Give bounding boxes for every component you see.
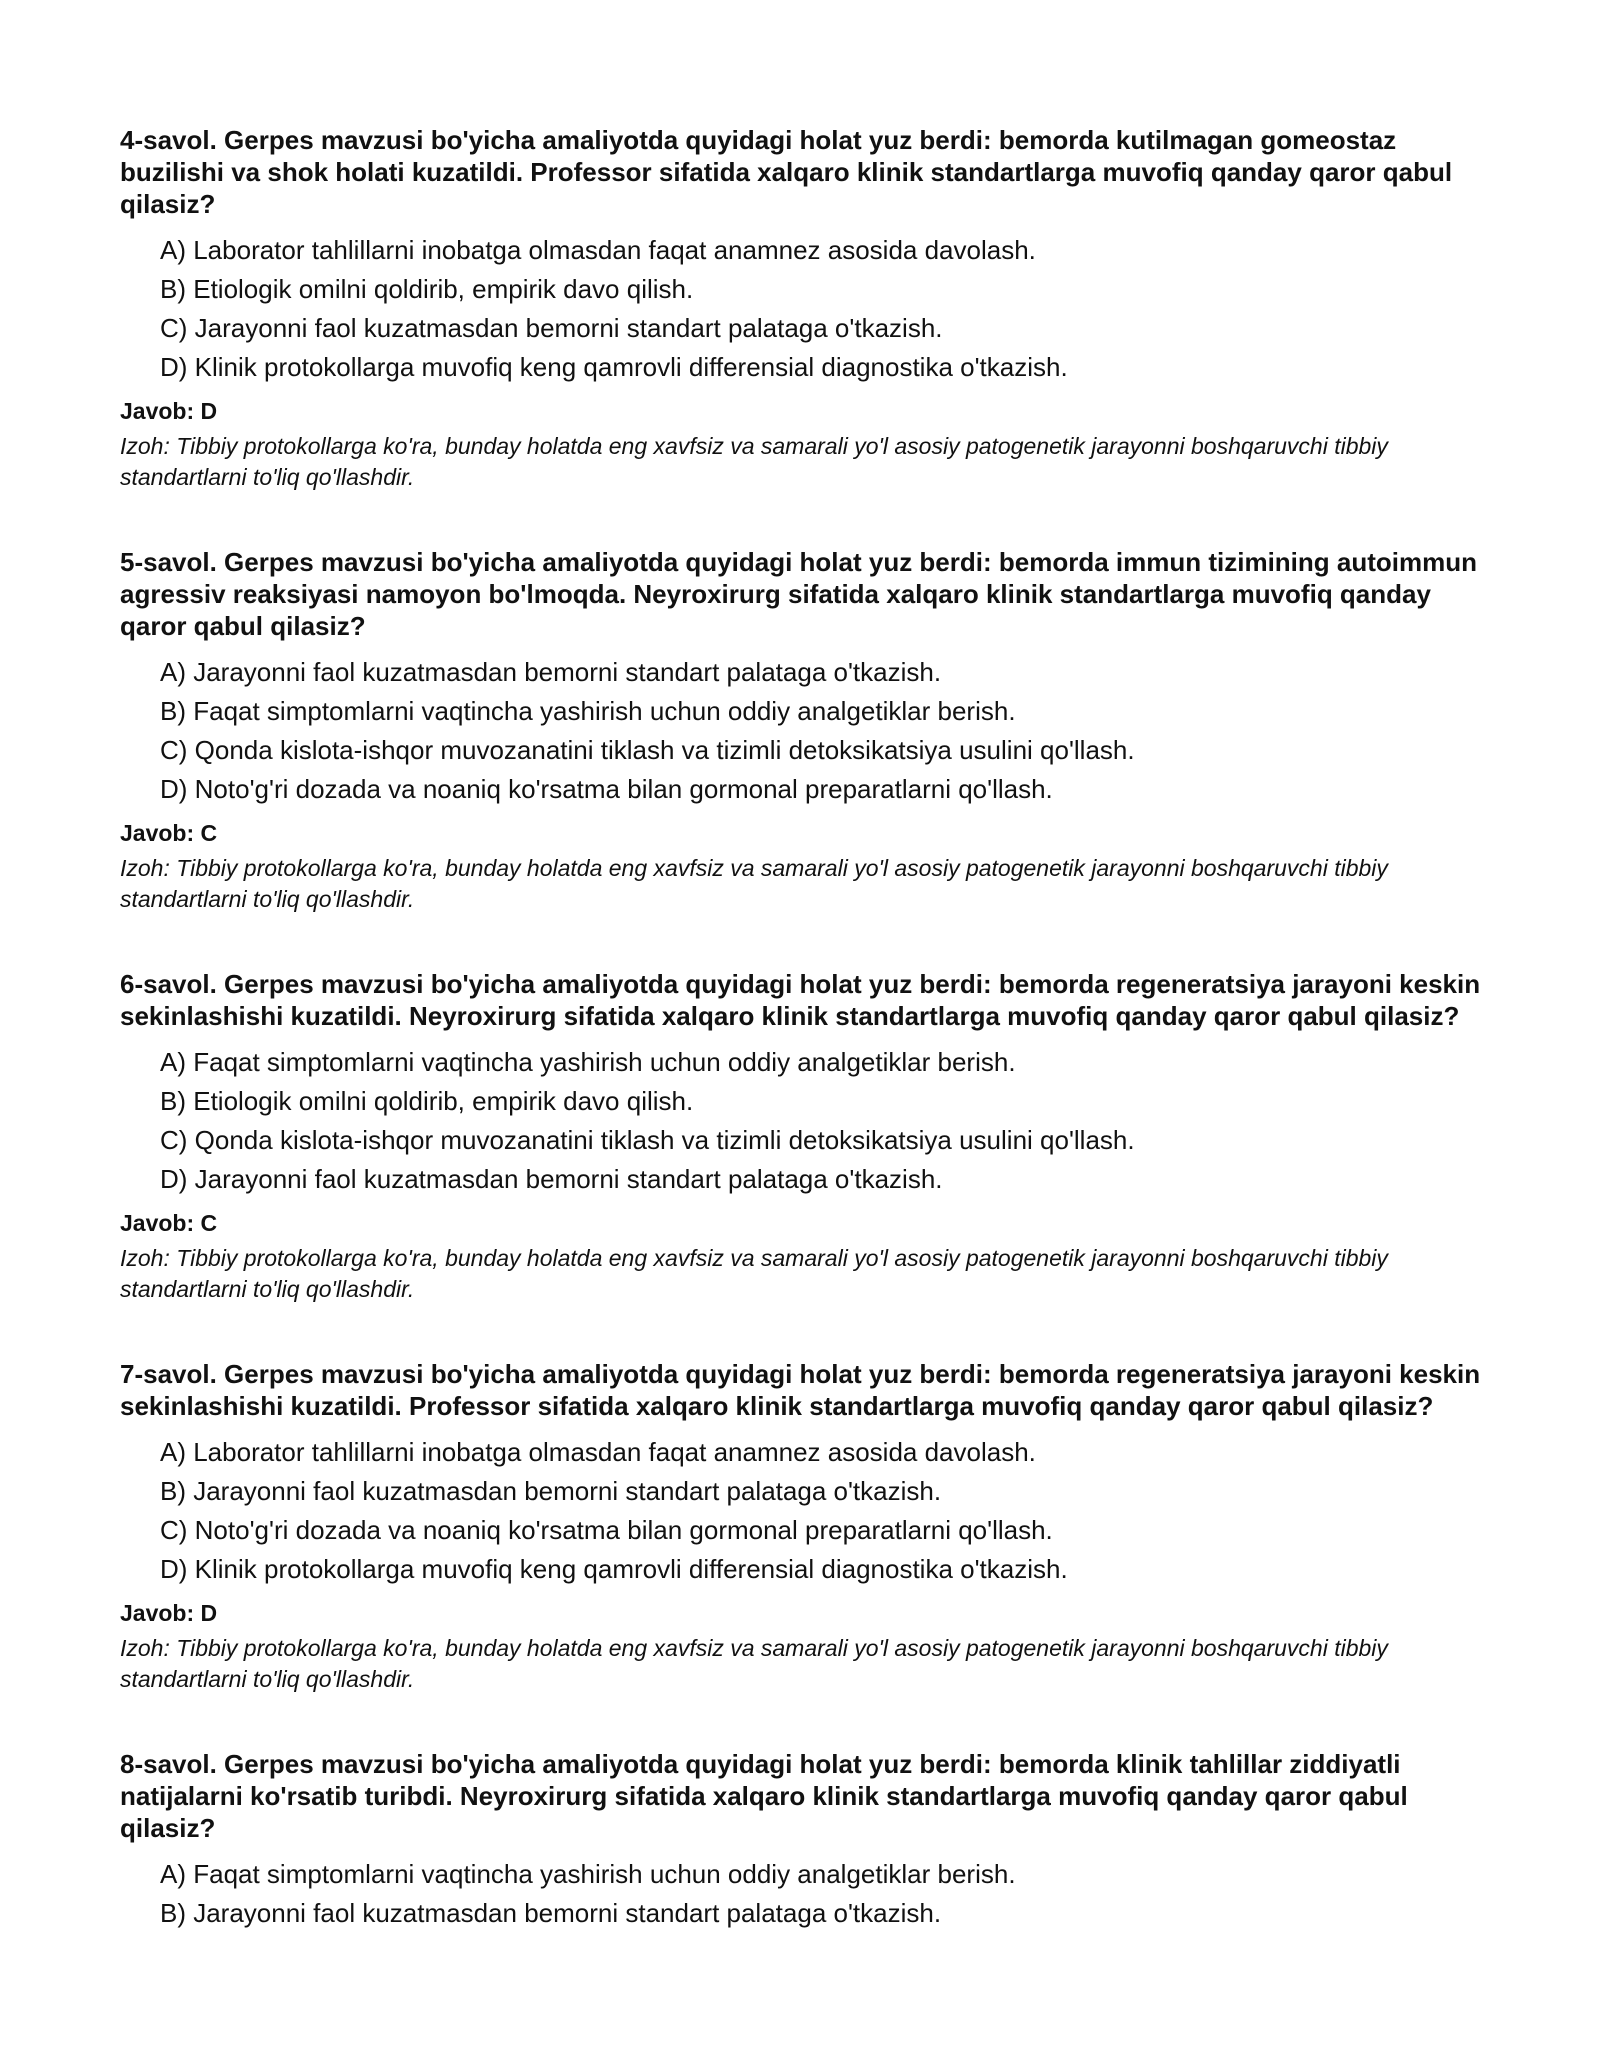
options-list: [120, 653, 1490, 809]
option-a: A) Jarayonni faol kuzatmasdan bemorni standart palataga o'tkazish.: [160, 657, 942, 687]
option-c: C) Qonda kislota-ishqor muvozanatini tiklash va tizimli detoksikatsiya usulini qo'llash.: [160, 1125, 1135, 1155]
explanation-note: Izoh: Tibbiy protokollarga ko'ra, bunday holatda eng xavfsiz va samarali yo'l asosiy patogenetik jarayonni boshqaruvchi tibbiy standartlarni to'liq qo'llashdir.: [120, 1635, 1388, 1692]
option-a: A) Laborator tahlillarni inobatga olmasdan faqat anamnez asosida davolash.: [160, 1437, 1036, 1467]
option-c: C) Noto'g'ri dozada va noaniq ko'rsatma bilan gormonal preparatlarni qo'llash.: [160, 1515, 1053, 1545]
option-c: C) Qonda kislota-ishqor muvozanatini tiklash va tizimli detoksikatsiya usulini qo'llash.: [160, 735, 1135, 765]
option-b: B) Etiologik omilni qoldirib, empirik davo qilish.: [160, 1086, 694, 1116]
answer-line: Javob: D: [120, 398, 218, 424]
option-b: B) Faqat simptomlarni vaqtincha yashirish uchun oddiy analgetiklar berish.: [160, 696, 1016, 726]
option-b: B) Jarayonni faol kuzatmasdan bemorni standart palataga o'tkazish.: [160, 1898, 942, 1928]
explanation-note: Izoh: Tibbiy protokollarga ko'ra, bunday holatda eng xavfsiz va samarali yo'l asosiy patogenetik jarayonni boshqaruvchi tibbiy standartlarni to'liq qo'llashdir.: [120, 855, 1388, 912]
option-d: D) Jarayonni faol kuzatmasdan bemorni standart palataga o'tkazish.: [160, 1164, 943, 1194]
option-a: A) Laborator tahlillarni inobatga olmasdan faqat anamnez asosida davolash.: [160, 235, 1036, 265]
option-d: D) Klinik protokollarga muvofiq keng qamrovli differensial diagnostika o'tkazish.: [160, 352, 1068, 382]
explanation-note: Izoh: Tibbiy protokollarga ko'ra, bunday holatda eng xavfsiz va samarali yo'l asosiy patogenetik jarayonni boshqaruvchi tibbiy standartlarni to'liq qo'llashdir.: [120, 1245, 1388, 1302]
options-list: [120, 231, 1490, 387]
option-c: C) Jarayonni faol kuzatmasdan bemorni standart palataga o'tkazish.: [160, 313, 943, 343]
answer-line: Javob: C: [120, 820, 218, 846]
options-list: [120, 1433, 1490, 1589]
question-title: 8-savol. Gerpes mavzusi bo'yicha amaliyotda quyidagi holat yuz berdi: bemorda klinik tahlillar ziddiyatli natijalarni ko'rsatib turibdi. Neyroxirurg sifatida xalqaro klinik standartlarga muvofiq qanday qaror qabul qilasiz?: [120, 1749, 1408, 1843]
option-a: A) Faqat simptomlarni vaqtincha yashirish uchun oddiy analgetiklar berish.: [160, 1047, 1016, 1077]
option-a: A) Faqat simptomlarni vaqtincha yashirish uchun oddiy analgetiklar berish.: [160, 1859, 1016, 1889]
answer-line: Javob: C: [120, 1210, 218, 1236]
answer-line: Javob: D: [120, 1600, 218, 1626]
explanation-note: Izoh: Tibbiy protokollarga ko'ra, bunday holatda eng xavfsiz va samarali yo'l asosiy patogenetik jarayonni boshqaruvchi tibbiy standartlarni to'liq qo'llashdir.: [120, 433, 1388, 490]
question-title: 7-savol. Gerpes mavzusi bo'yicha amaliyotda quyidagi holat yuz berdi: bemorda regeneratsiya jarayoni keskin sekinlashishi kuzatildi. Professor sifatida xalqaro klinik standartlarga muvofiq qanday qaror qabul qilasiz?: [120, 1359, 1481, 1421]
question-block: [120, 546, 1490, 915]
question-title: 6-savol. Gerpes mavzusi bo'yicha amaliyotda quyidagi holat yuz berdi: bemorda regeneratsiya jarayoni keskin sekinlashishi kuzatildi. Neyroxirurg sifatida xalqaro klinik standartlarga muvofiq qanday qaror qabul qilasiz?: [120, 969, 1481, 1031]
question-block: [120, 124, 1490, 493]
option-b: B) Jarayonni faol kuzatmasdan bemorni standart palataga o'tkazish.: [160, 1476, 942, 1506]
option-b: B) Etiologik omilni qoldirib, empirik davo qilish.: [160, 274, 694, 304]
question-block: [120, 1358, 1490, 1695]
options-list: [120, 1855, 1490, 1933]
question-title: 4-savol. Gerpes mavzusi bo'yicha amaliyotda quyidagi holat yuz berdi: bemorda kutilmagan gomeostaz buzilishi va shok holati kuzatildi. Professor sifatida xalqaro klinik standartlarga muvofiq qanday qaror qabul qilasiz?: [120, 125, 1453, 219]
options-list: [120, 1043, 1490, 1199]
option-d: D) Klinik protokollarga muvofiq keng qamrovli differensial diagnostika o'tkazish.: [160, 1554, 1068, 1584]
question-block: [120, 968, 1490, 1305]
document-page: [120, 124, 1490, 1986]
question-title: 5-savol. Gerpes mavzusi bo'yicha amaliyotda quyidagi holat yuz berdi: bemorda immun tizimining autoimmun agressiv reaksiyasi namoyon bo'lmoqda. Neyroxirurg sifatida xalqaro klinik standartlarga muvofiq qanday qaror qabul qilasiz?: [120, 547, 1477, 641]
option-d: D) Noto'g'ri dozada va noaniq ko'rsatma bilan gormonal preparatlarni qo'llash.: [160, 774, 1053, 804]
question-block: [120, 1748, 1490, 1933]
